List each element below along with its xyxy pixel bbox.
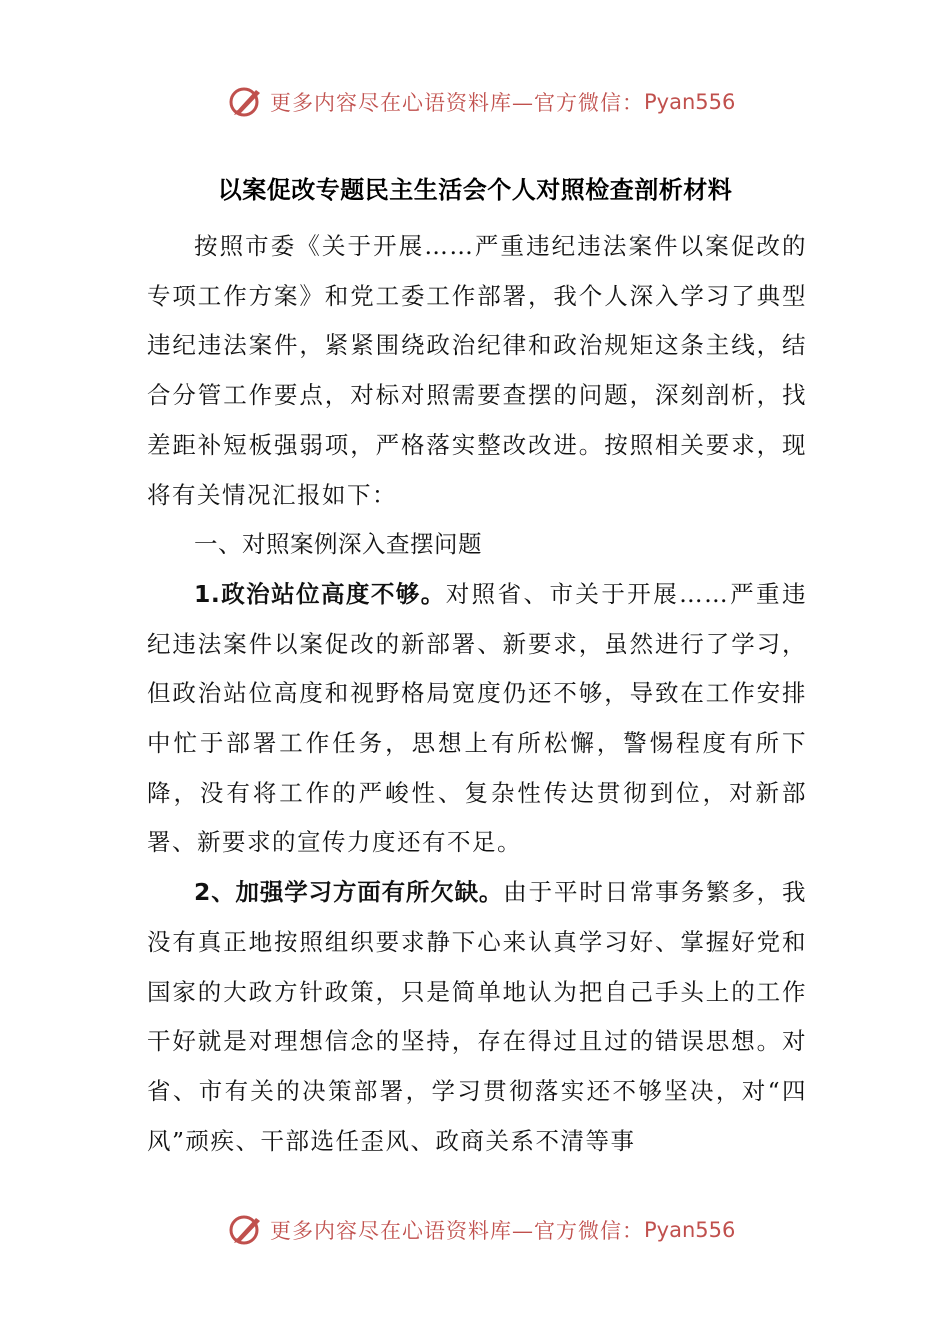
watermark-wechat-id: Pyan556 <box>644 90 736 114</box>
item-paragraph <box>147 570 807 868</box>
watermark-banner-top <box>228 82 748 122</box>
watermark-text: 更多内容尽在心语资料库—官方微信： <box>270 1219 644 1243</box>
item-label: 2、加强学习方面有所欠缺。 <box>194 878 504 907</box>
watermark-text: 更多内容尽在心语资料库—官方微信： <box>270 91 644 115</box>
document-title: 以案促改专题民主生活会个人对照检查剖析材料 <box>217 176 733 204</box>
quill-pen-logo-icon <box>228 1212 264 1248</box>
item-text: 对照省、市关于开展……严重违纪违法案件以案促改的新部署、新要求，虽然进行了学习，但政治站位高度和视野格局宽度仍还不够，导致在工作安排中忙于部署工作任务，思想上有所松懈，警惕程度有所下降，没有将工作的严峻性、复杂性传达贯彻到位，对新部署、新要求的宣传力度还有不足。 <box>147 579 808 857</box>
item-paragraph <box>147 868 807 1166</box>
section-heading: 一、对照案例深入查摆问题 <box>194 530 482 559</box>
document-body <box>147 222 807 1166</box>
quill-pen-logo-icon <box>228 84 264 120</box>
item-label: 1.政治站位高度不够。 <box>194 579 446 608</box>
item-text: 由于平时日常事务繁多，我没有真正地按照组织要求静下心来认真学习好、掌握好党和国家的大政方针政策，只是简单地认为把自己手头上的工作干好就是对理想信念的坚持，存在得过且过的错误思想。对省、市有关的决策部署，学习贯彻落实还不够坚决，对“四风”顽疾、干部选任歪风、政商关系不清等事 <box>147 878 807 1155</box>
intro-paragraph: 按照市委《关于开展……严重违纪违法案件以案促改的专项工作方案》和党工委工作部署，我个人深入学习了典型违纪违法案件，紧紧围绕政治纪律和政治规矩这条主线，结合分管工作要点，对标对照需要查摆的问题，深刻剖析，找差距补短板强弱项，严格落实整改改进。按照相关要求，现将有关情况汇报如下： <box>147 232 807 509</box>
watermark-banner-bottom <box>228 1210 748 1250</box>
watermark-wechat-id: Pyan556 <box>644 1218 736 1242</box>
